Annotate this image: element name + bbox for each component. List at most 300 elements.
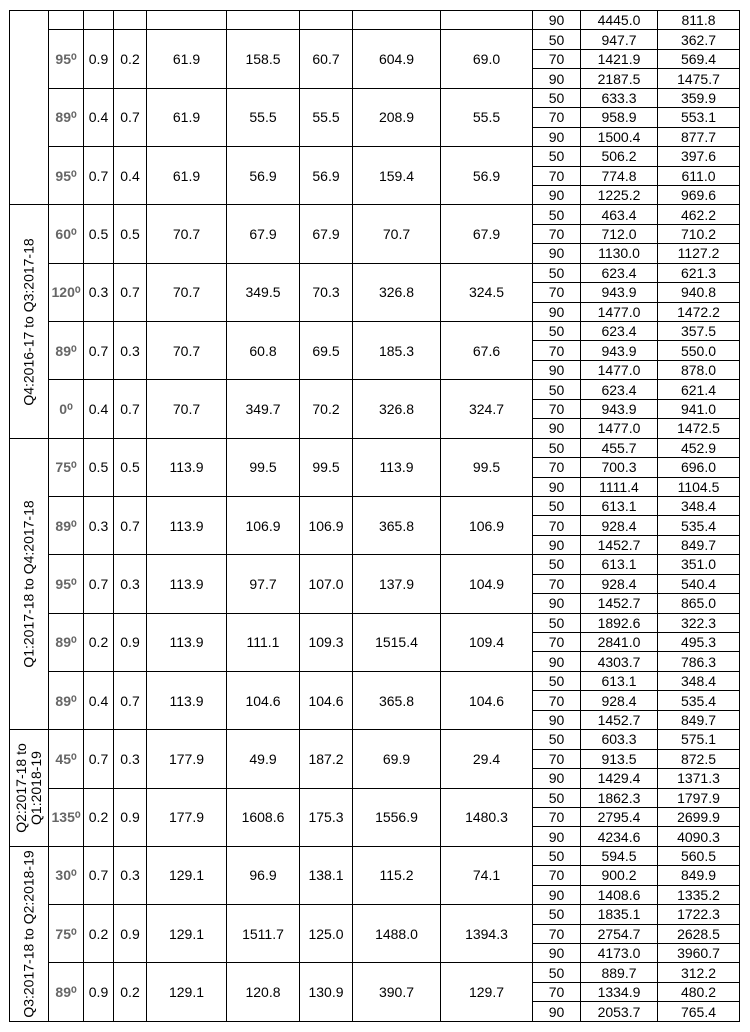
cell-b: 0.3: [114, 555, 147, 613]
value-cell-1: 913.5: [581, 749, 658, 768]
percent-cell: 70: [533, 982, 581, 1001]
angle-cell: 89⁰: [49, 671, 84, 729]
table-row: [10, 30, 740, 49]
percent-cell: 50: [533, 496, 581, 515]
table-row: [10, 555, 740, 574]
cell-c1: 70.7: [147, 263, 227, 321]
value-cell-2: 1127.2: [658, 244, 740, 263]
cell-a: 0.2: [84, 613, 114, 671]
cell-a: 0.3: [84, 496, 114, 554]
period-label: Q1:2017-18 to Q4:2017-18: [20, 500, 37, 668]
angle-cell: 89⁰: [49, 496, 84, 554]
cell-c1: 177.9: [147, 788, 227, 846]
percent-cell: 70: [533, 458, 581, 477]
percent-cell: 90: [533, 185, 581, 204]
period-label: Q2:2017-18 to Q1:2018-19: [13, 743, 44, 833]
cell-c5: 55.5: [441, 88, 533, 146]
percent-cell: 50: [533, 263, 581, 282]
table-row: [10, 263, 740, 282]
value-cell-1: 1452.7: [581, 710, 658, 729]
table-row: [10, 496, 740, 515]
cell-c5: 67.9: [441, 205, 533, 263]
value-cell-2: 1472.2: [658, 302, 740, 321]
percent-cell: 70: [533, 574, 581, 593]
cell-c1: 177.9: [147, 730, 227, 788]
table-body: [10, 11, 740, 1022]
table-row: [10, 205, 740, 224]
cell-b: 0.7: [114, 671, 147, 729]
cell-c4: [353, 11, 441, 30]
cell-c1: 61.9: [147, 88, 227, 146]
percent-cell: 50: [533, 963, 581, 982]
cell-c1: 70.7: [147, 322, 227, 380]
cell-c3: 56.9: [300, 147, 353, 205]
cell-b: 0.9: [114, 905, 147, 963]
percent-cell: 70: [533, 516, 581, 535]
cell-c1: 70.7: [147, 380, 227, 438]
cell-c4: 137.9: [353, 555, 441, 613]
value-cell-1: 943.9: [581, 341, 658, 360]
value-cell-1: 700.3: [581, 458, 658, 477]
angle-cell: 30⁰: [49, 846, 84, 904]
percent-cell: 50: [533, 671, 581, 690]
cell-a: 0.2: [84, 788, 114, 846]
value-cell-2: 2628.5: [658, 924, 740, 943]
value-cell-1: 2187.5: [581, 69, 658, 88]
cell-c4: 69.9: [353, 730, 441, 788]
value-cell-1: 1892.6: [581, 613, 658, 632]
value-cell-2: 877.7: [658, 127, 740, 146]
cell-c2: 1608.6: [227, 788, 300, 846]
cell-c2: 67.9: [227, 205, 300, 263]
cell-c4: 208.9: [353, 88, 441, 146]
value-cell-2: 550.0: [658, 341, 740, 360]
value-cell-1: 613.1: [581, 671, 658, 690]
percent-cell: 50: [533, 905, 581, 924]
angle-cell: 89⁰: [49, 322, 84, 380]
value-cell-1: 712.0: [581, 224, 658, 243]
cell-c1: 70.7: [147, 205, 227, 263]
percent-cell: 90: [533, 944, 581, 963]
value-cell-2: 1797.9: [658, 788, 740, 807]
cell-c5: 129.7: [441, 963, 533, 1021]
value-cell-2: 878.0: [658, 360, 740, 379]
value-cell-1: 947.7: [581, 30, 658, 49]
value-cell-2: 621.3: [658, 263, 740, 282]
value-cell-1: 1429.4: [581, 769, 658, 788]
value-cell-2: 1335.2: [658, 885, 740, 904]
cell-c2: 158.5: [227, 30, 300, 88]
cell-c1: 61.9: [147, 147, 227, 205]
period-cell: [10, 205, 49, 438]
value-cell-1: 506.2: [581, 147, 658, 166]
cell-c5: 104.9: [441, 555, 533, 613]
cell-a: 0.4: [84, 380, 114, 438]
cell-c5: [441, 11, 533, 30]
value-cell-1: 1225.2: [581, 185, 658, 204]
value-cell-1: 1477.0: [581, 360, 658, 379]
value-cell-1: 594.5: [581, 846, 658, 865]
value-cell-2: 348.4: [658, 496, 740, 515]
percent-cell: 90: [533, 885, 581, 904]
value-cell-2: 569.4: [658, 49, 740, 68]
percent-cell: 50: [533, 322, 581, 341]
value-cell-2: 452.9: [658, 438, 740, 457]
value-cell-1: 1408.6: [581, 885, 658, 904]
cell-a: 0.7: [84, 322, 114, 380]
value-cell-2: 535.4: [658, 516, 740, 535]
angle-cell: 45⁰: [49, 730, 84, 788]
cell-a: 0.7: [84, 147, 114, 205]
value-cell-2: 865.0: [658, 594, 740, 613]
value-cell-1: 1477.0: [581, 419, 658, 438]
value-cell-2: 359.9: [658, 88, 740, 107]
percent-cell: 70: [533, 633, 581, 652]
cell-c3: 175.3: [300, 788, 353, 846]
cell-c1: 113.9: [147, 613, 227, 671]
percent-cell: 90: [533, 652, 581, 671]
value-cell-1: 943.9: [581, 399, 658, 418]
cell-b: 0.4: [114, 147, 147, 205]
percent-cell: 70: [533, 341, 581, 360]
angle-cell: [49, 11, 84, 30]
value-cell-2: 611.0: [658, 166, 740, 185]
value-cell-1: 1500.4: [581, 127, 658, 146]
cell-c5: 1480.3: [441, 788, 533, 846]
value-cell-2: 495.3: [658, 633, 740, 652]
percent-cell: 50: [533, 380, 581, 399]
value-cell-1: 2841.0: [581, 633, 658, 652]
value-cell-1: 463.4: [581, 205, 658, 224]
percent-cell: 70: [533, 807, 581, 826]
angle-cell: 95⁰: [49, 555, 84, 613]
cell-c4: 70.7: [353, 205, 441, 263]
value-cell-1: 1421.9: [581, 49, 658, 68]
cell-c3: 99.5: [300, 438, 353, 496]
value-cell-2: 480.2: [658, 982, 740, 1001]
value-cell-2: 362.7: [658, 30, 740, 49]
cell-c1: 113.9: [147, 671, 227, 729]
value-cell-2: 1104.5: [658, 477, 740, 496]
table-row: [10, 147, 740, 166]
value-cell-2: 351.0: [658, 555, 740, 574]
percent-cell: 50: [533, 613, 581, 632]
percent-cell: 90: [533, 594, 581, 613]
cell-c3: 130.9: [300, 963, 353, 1021]
cell-c3: 125.0: [300, 905, 353, 963]
percent-cell: 90: [533, 710, 581, 729]
table-row: [10, 730, 740, 749]
percent-cell: 70: [533, 166, 581, 185]
cell-b: 0.7: [114, 88, 147, 146]
percent-cell: 50: [533, 438, 581, 457]
cell-c3: 55.5: [300, 88, 353, 146]
percent-cell: 90: [533, 419, 581, 438]
cell-c1: 113.9: [147, 555, 227, 613]
value-cell-2: 397.6: [658, 147, 740, 166]
value-cell-1: 455.7: [581, 438, 658, 457]
cell-b: 0.3: [114, 846, 147, 904]
cell-a: 0.7: [84, 730, 114, 788]
cell-c1: 61.9: [147, 30, 227, 88]
cell-c1: 129.1: [147, 963, 227, 1021]
cell-c5: 99.5: [441, 438, 533, 496]
percent-cell: 50: [533, 788, 581, 807]
value-cell-2: 1472.5: [658, 419, 740, 438]
cell-c2: 349.5: [227, 263, 300, 321]
table-row: [10, 613, 740, 632]
cell-c3: 109.3: [300, 613, 353, 671]
cell-a: 0.9: [84, 30, 114, 88]
value-cell-1: 928.4: [581, 691, 658, 710]
value-cell-1: 623.4: [581, 322, 658, 341]
cell-c2: 60.8: [227, 322, 300, 380]
value-cell-1: 1452.7: [581, 535, 658, 554]
value-cell-1: 613.1: [581, 496, 658, 515]
value-cell-2: 348.4: [658, 671, 740, 690]
value-cell-2: 621.4: [658, 380, 740, 399]
value-cell-1: 900.2: [581, 866, 658, 885]
value-cell-2: 540.4: [658, 574, 740, 593]
cell-a: 0.4: [84, 88, 114, 146]
cell-c2: 56.9: [227, 147, 300, 205]
angle-cell: 60⁰: [49, 205, 84, 263]
cell-c2: 106.9: [227, 496, 300, 554]
cell-c3: 107.0: [300, 555, 353, 613]
cell-b: 0.3: [114, 730, 147, 788]
value-cell-1: 1334.9: [581, 982, 658, 1001]
cell-c4: 185.3: [353, 322, 441, 380]
cell-c3: 106.9: [300, 496, 353, 554]
cell-c3: 69.5: [300, 322, 353, 380]
cell-b: 0.2: [114, 30, 147, 88]
value-cell-1: 2754.7: [581, 924, 658, 943]
percent-cell: 90: [533, 127, 581, 146]
value-cell-1: 623.4: [581, 263, 658, 282]
cell-a: 0.3: [84, 263, 114, 321]
value-cell-1: 928.4: [581, 516, 658, 535]
angle-cell: 95⁰: [49, 147, 84, 205]
cell-c4: 115.2: [353, 846, 441, 904]
percent-cell: 70: [533, 49, 581, 68]
percent-cell: 70: [533, 108, 581, 127]
percent-cell: 90: [533, 360, 581, 379]
value-cell-2: 575.1: [658, 730, 740, 749]
value-cell-2: 710.2: [658, 224, 740, 243]
value-cell-1: 623.4: [581, 380, 658, 399]
cell-b: 0.3: [114, 322, 147, 380]
value-cell-1: 4303.7: [581, 652, 658, 671]
cell-c1: 129.1: [147, 905, 227, 963]
percent-cell: 90: [533, 477, 581, 496]
value-cell-2: 462.2: [658, 205, 740, 224]
value-cell-1: 1452.7: [581, 594, 658, 613]
value-cell-2: 357.5: [658, 322, 740, 341]
cell-b: [114, 11, 147, 30]
percent-cell: 50: [533, 88, 581, 107]
value-cell-1: 4445.0: [581, 11, 658, 30]
period-cell: [10, 11, 49, 205]
percent-cell: 70: [533, 691, 581, 710]
cell-c4: 365.8: [353, 671, 441, 729]
percent-cell: 90: [533, 244, 581, 263]
cell-c5: 74.1: [441, 846, 533, 904]
cell-c2: 97.7: [227, 555, 300, 613]
value-cell-2: 4090.3: [658, 827, 740, 846]
table-row: [10, 11, 740, 30]
cell-c3: 70.2: [300, 380, 353, 438]
percent-cell: 90: [533, 11, 581, 30]
cell-a: 0.7: [84, 846, 114, 904]
angle-cell: 120⁰: [49, 263, 84, 321]
table-row: [10, 846, 740, 865]
table-row: [10, 905, 740, 924]
cell-a: 0.7: [84, 555, 114, 613]
value-cell-2: 849.7: [658, 535, 740, 554]
cell-c5: 104.6: [441, 671, 533, 729]
period-cell: [10, 846, 49, 1021]
cell-c1: 113.9: [147, 438, 227, 496]
cell-c5: 106.9: [441, 496, 533, 554]
value-cell-2: 560.5: [658, 846, 740, 865]
value-cell-1: 613.1: [581, 555, 658, 574]
percent-cell: 70: [533, 924, 581, 943]
percent-cell: 70: [533, 749, 581, 768]
value-cell-2: 849.7: [658, 710, 740, 729]
cell-c5: 109.4: [441, 613, 533, 671]
angle-cell: 89⁰: [49, 88, 84, 146]
value-cell-2: 872.5: [658, 749, 740, 768]
cell-c2: 99.5: [227, 438, 300, 496]
table-row: [10, 963, 740, 982]
percent-cell: 70: [533, 399, 581, 418]
cell-a: 0.4: [84, 671, 114, 729]
cell-c3: [300, 11, 353, 30]
value-cell-1: 928.4: [581, 574, 658, 593]
cell-a: 0.2: [84, 905, 114, 963]
cell-c4: 159.4: [353, 147, 441, 205]
percent-cell: 50: [533, 205, 581, 224]
value-cell-1: 889.7: [581, 963, 658, 982]
percent-cell: 50: [533, 846, 581, 865]
percent-cell: 50: [533, 730, 581, 749]
cell-c4: 390.7: [353, 963, 441, 1021]
value-cell-1: 2053.7: [581, 1002, 658, 1021]
angle-cell: 89⁰: [49, 613, 84, 671]
percent-cell: 50: [533, 147, 581, 166]
percent-cell: 90: [533, 69, 581, 88]
value-cell-1: 958.9: [581, 108, 658, 127]
percent-cell: 70: [533, 866, 581, 885]
percent-cell: 90: [533, 827, 581, 846]
cell-c3: 104.6: [300, 671, 353, 729]
value-cell-2: 786.3: [658, 652, 740, 671]
value-cell-2: 1475.7: [658, 69, 740, 88]
cell-b: 0.5: [114, 205, 147, 263]
value-cell-1: 1477.0: [581, 302, 658, 321]
percent-cell: 70: [533, 224, 581, 243]
cell-c5: 56.9: [441, 147, 533, 205]
cell-c4: 1556.9: [353, 788, 441, 846]
cell-c2: 104.6: [227, 671, 300, 729]
period-cell: [10, 438, 49, 730]
percent-cell: 90: [533, 1002, 581, 1021]
cell-a: 0.9: [84, 963, 114, 1021]
cell-c5: 67.6: [441, 322, 533, 380]
angle-cell: 0⁰: [49, 380, 84, 438]
value-cell-1: 1130.0: [581, 244, 658, 263]
cell-b: 0.7: [114, 496, 147, 554]
cell-c2: 111.1: [227, 613, 300, 671]
value-cell-2: 553.1: [658, 108, 740, 127]
value-cell-1: 2795.4: [581, 807, 658, 826]
percent-cell: 70: [533, 283, 581, 302]
value-cell-2: 811.8: [658, 11, 740, 30]
value-cell-2: 535.4: [658, 691, 740, 710]
value-cell-1: 774.8: [581, 166, 658, 185]
angle-cell: 75⁰: [49, 438, 84, 496]
data-table: [9, 10, 740, 1022]
cell-c1: [147, 11, 227, 30]
value-cell-2: 941.0: [658, 399, 740, 418]
table-row: [10, 438, 740, 457]
cell-c2: 349.7: [227, 380, 300, 438]
cell-c2: 55.5: [227, 88, 300, 146]
percent-cell: 50: [533, 555, 581, 574]
cell-b: 0.7: [114, 380, 147, 438]
value-cell-2: 940.8: [658, 283, 740, 302]
value-cell-2: 2699.9: [658, 807, 740, 826]
cell-c4: 1515.4: [353, 613, 441, 671]
cell-c5: 324.5: [441, 263, 533, 321]
percent-cell: 90: [533, 535, 581, 554]
angle-cell: 135⁰: [49, 788, 84, 846]
cell-c2: 49.9: [227, 730, 300, 788]
cell-a: 0.5: [84, 438, 114, 496]
cell-b: 0.7: [114, 263, 147, 321]
cell-c3: 60.7: [300, 30, 353, 88]
cell-b: 0.2: [114, 963, 147, 1021]
value-cell-2: 312.2: [658, 963, 740, 982]
cell-c4: 326.8: [353, 380, 441, 438]
cell-c4: 1488.0: [353, 905, 441, 963]
cell-c5: 324.7: [441, 380, 533, 438]
cell-c3: 138.1: [300, 846, 353, 904]
cell-c5: 1394.3: [441, 905, 533, 963]
table-row: [10, 788, 740, 807]
percent-cell: 50: [533, 30, 581, 49]
value-cell-2: 969.6: [658, 185, 740, 204]
value-cell-2: 1371.3: [658, 769, 740, 788]
cell-c2: 96.9: [227, 846, 300, 904]
cell-c5: 69.0: [441, 30, 533, 88]
cell-c4: 604.9: [353, 30, 441, 88]
value-cell-1: 1111.4: [581, 477, 658, 496]
cell-c5: 29.4: [441, 730, 533, 788]
value-cell-2: 1722.3: [658, 905, 740, 924]
angle-cell: 89⁰: [49, 963, 84, 1021]
value-cell-2: 696.0: [658, 458, 740, 477]
value-cell-1: 1835.1: [581, 905, 658, 924]
cell-a: 0.5: [84, 205, 114, 263]
cell-c1: 113.9: [147, 496, 227, 554]
cell-c2: [227, 11, 300, 30]
cell-c4: 113.9: [353, 438, 441, 496]
period-cell: [10, 730, 49, 847]
period-label: Q3:2017-18 to Q2:2018-19: [20, 850, 37, 1018]
cell-c3: 70.3: [300, 263, 353, 321]
value-cell-1: 4173.0: [581, 944, 658, 963]
